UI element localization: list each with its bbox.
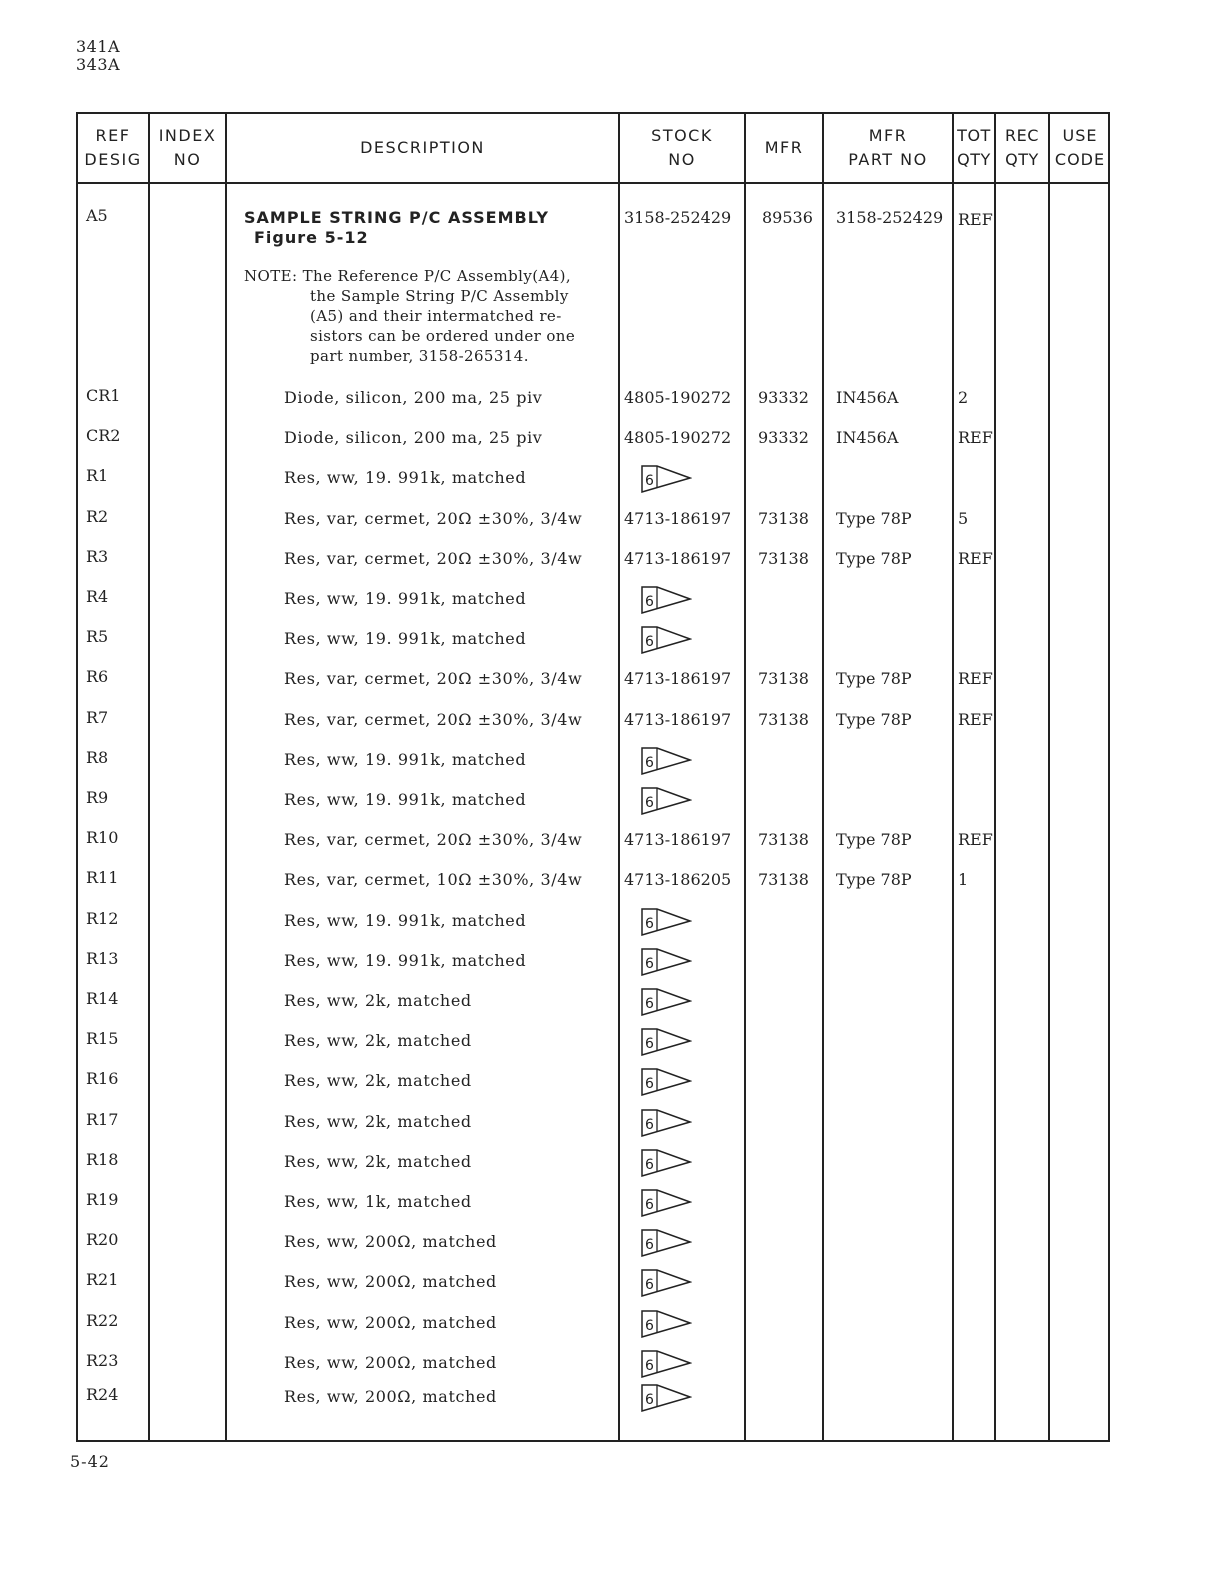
model-number-1: 341A [76, 37, 121, 56]
row-mfr: 73138 [758, 870, 809, 890]
assembly-mfr-part-no: 3158-252429 [836, 208, 944, 227]
row-mfr: 73138 [758, 830, 809, 850]
note-flag-number: 6 [645, 955, 654, 972]
row-ref-desig: R24 [86, 1385, 119, 1404]
column-header-line: DESCRIPTION [360, 138, 485, 157]
note-flag-icon [640, 1108, 692, 1142]
column-header-rec-qty [996, 114, 1048, 182]
row-mfr: 93332 [758, 428, 809, 448]
row-description: Res, var, cermet, 20Ω ±30%, 3/4w [284, 709, 583, 729]
row-mfr-part-no: Type 78P [836, 830, 912, 850]
note-line: NOTE: The Reference P/C Assembly(A4), [244, 267, 572, 285]
row-stock-no: 4713-186197 [624, 709, 732, 729]
row-ref-desig: CR2 [86, 426, 121, 446]
note-flag-number: 6 [645, 634, 654, 651]
row-stock-no: 4713-186197 [624, 508, 732, 528]
row-ref-desig: R12 [86, 908, 119, 928]
note-flag-icon [640, 625, 692, 659]
column-header-line: INDEX [158, 126, 217, 145]
note-flag-icon [640, 947, 692, 981]
row-description: Res, ww, 2k, matched [284, 1151, 472, 1171]
row-description: Res, ww, 19. 991k, matched [284, 629, 527, 649]
column-divider [822, 114, 824, 1440]
row-description: Res, ww, 2k, matched [284, 991, 472, 1010]
column-header-line: MFR [764, 138, 804, 157]
note-flag-icon [640, 1067, 692, 1101]
row-description: Res, ww, 2k, matched [284, 1031, 472, 1051]
row-ref-desig: R4 [86, 587, 109, 606]
row-stock-no: 4805-190272 [624, 388, 732, 407]
model-number-2: 343A [76, 55, 121, 74]
row-ref-desig: R19 [86, 1190, 119, 1209]
column-header-line: REC [1005, 126, 1039, 145]
note-flag-number: 6 [645, 1076, 654, 1093]
row-ref-desig: R16 [86, 1069, 119, 1089]
column-divider [952, 114, 954, 1440]
row-ref-desig: R11 [86, 868, 119, 888]
column-divider [744, 114, 746, 1440]
column-divider [994, 114, 996, 1440]
row-mfr-part-no: IN456A [836, 428, 899, 448]
row-mfr: 73138 [758, 548, 809, 568]
note-flag-number: 6 [645, 754, 654, 771]
row-description: Res, ww, 200Ω, matched [284, 1232, 497, 1252]
page-number: 5-42 [70, 1452, 110, 1471]
row-ref-desig: CR1 [86, 386, 121, 405]
row-ref-desig: R14 [86, 989, 119, 1008]
row-mfr-part-no: IN456A [836, 388, 899, 407]
note-flag-icon [640, 907, 692, 941]
column-header-line: USE [1062, 126, 1098, 145]
row-description: Res, ww, 19. 991k, matched [284, 468, 527, 488]
row-ref-desig: R5 [86, 627, 109, 647]
note-flag-icon [640, 987, 692, 1021]
assembly-ref-desig: A5 [86, 206, 108, 225]
column-header-mfr [746, 114, 822, 182]
row-description: Res, ww, 200Ω, matched [284, 1272, 497, 1292]
note-flag-number: 6 [645, 996, 654, 1012]
row-tot-qty: REF [958, 830, 993, 850]
column-header-line: DESIG [84, 150, 142, 169]
column-header-line: QTY [957, 150, 991, 169]
assembly-figure-ref: Figure 5-12 [254, 228, 369, 247]
row-description: Res, var, cermet, 20Ω ±30%, 3/4w [284, 548, 583, 568]
note-flag-number: 6 [645, 1036, 654, 1053]
row-description: Res, ww, 19. 991k, matched [284, 950, 527, 970]
row-description: Res, ww, 200Ω, matched [284, 1312, 497, 1332]
column-header-line: STOCK [651, 126, 713, 145]
row-mfr-part-no: Type 78P [836, 870, 912, 890]
note-line: part number, 3158-265314. [310, 347, 529, 365]
note-flag-icon [640, 585, 692, 619]
column-divider [1048, 114, 1050, 1440]
row-ref-desig: R13 [86, 948, 119, 968]
note-flag-number: 6 [645, 473, 654, 490]
note-flag-number: 6 [645, 1277, 654, 1294]
row-description: Res, ww, 200Ω, matched [284, 1352, 497, 1372]
row-description: Res, var, cermet, 20Ω ±30%, 3/4w [284, 669, 583, 689]
row-ref-desig: R7 [86, 707, 109, 727]
note-line: (A5) and their intermatched re- [310, 307, 562, 325]
row-ref-desig: R15 [86, 1029, 119, 1049]
row-stock-no: 4713-186197 [624, 830, 732, 850]
row-ref-desig: R9 [86, 788, 109, 807]
row-mfr-part-no: Type 78P [836, 709, 912, 729]
column-header-mfr-part-no [824, 114, 952, 182]
row-tot-qty: 1 [958, 870, 969, 890]
row-description: Res, ww, 1k, matched [284, 1192, 472, 1211]
column-header-use-code [1050, 114, 1110, 182]
note-line: the Sample String P/C Assembly [310, 287, 569, 305]
row-tot-qty: REF [958, 709, 993, 729]
assembly-tot-qty: REF [958, 210, 993, 229]
row-description: Res, ww, 19. 991k, matched [284, 749, 527, 769]
note-flag-number: 6 [645, 1197, 654, 1213]
column-header-ref-desig [78, 114, 148, 182]
note-flag-number: 6 [645, 594, 654, 610]
row-description: Res, ww, 19. 991k, matched [284, 589, 527, 608]
note-flag-icon [640, 1383, 692, 1417]
row-ref-desig: R2 [86, 506, 109, 526]
row-mfr: 73138 [758, 669, 809, 689]
note-flag-number: 6 [645, 1357, 654, 1374]
note-flag-icon [640, 1027, 692, 1061]
row-ref-desig: R20 [86, 1230, 119, 1250]
note-flag-icon [640, 1309, 692, 1343]
column-header-line: NO [173, 150, 202, 169]
row-description: Res, ww, 2k, matched [284, 1071, 472, 1091]
row-ref-desig: R17 [86, 1109, 119, 1129]
note-flag-number: 6 [645, 1392, 654, 1408]
row-description: Diode, silicon, 200 ma, 25 piv [284, 428, 543, 448]
note-flag-icon [640, 1188, 692, 1222]
row-mfr: 93332 [758, 388, 809, 407]
note-flag-number: 6 [645, 1317, 654, 1334]
assembly-title: SAMPLE STRING P/C ASSEMBLY [244, 208, 549, 227]
column-header-line: QTY [1005, 150, 1039, 169]
row-ref-desig: R22 [86, 1310, 119, 1330]
note-flag-icon [640, 1148, 692, 1182]
row-ref-desig: R23 [86, 1350, 119, 1370]
column-header-line: CODE [1054, 150, 1106, 169]
column-header-stock-no [620, 114, 744, 182]
note-flag-icon [640, 464, 692, 498]
parts-list-table [76, 112, 1110, 1442]
column-header-line: PART NO [848, 150, 928, 169]
row-description: Res, var, cermet, 20Ω ±30%, 3/4w [284, 830, 583, 850]
row-ref-desig: R6 [86, 667, 109, 687]
row-mfr-part-no: Type 78P [836, 669, 912, 689]
row-ref-desig: R3 [86, 546, 109, 566]
note-flag-icon [640, 786, 692, 820]
note-flag-number: 6 [645, 1116, 654, 1133]
column-header-tot-qty [954, 114, 994, 182]
note-flag-icon [640, 1349, 692, 1383]
assembly-stock-no: 3158-252429 [624, 208, 732, 227]
column-header-line: MFR [868, 126, 908, 145]
assembly-note [244, 266, 575, 366]
row-description: Res, ww, 2k, matched [284, 1111, 472, 1131]
row-description: Res, ww, 19. 991k, matched [284, 910, 527, 930]
model-numbers [76, 38, 120, 74]
row-ref-desig: R1 [86, 466, 109, 486]
row-stock-no: 4713-186197 [624, 669, 732, 689]
column-header-index-no [150, 114, 225, 182]
row-tot-qty: REF [958, 548, 993, 568]
note-flag-icon [640, 1228, 692, 1262]
note-flag-number: 6 [645, 915, 654, 932]
row-description: Res, var, cermet, 10Ω ±30%, 3/4w [284, 870, 583, 890]
row-mfr-part-no: Type 78P [836, 508, 912, 528]
row-description: Res, ww, 19. 991k, matched [284, 790, 527, 809]
row-stock-no: 4713-186197 [624, 548, 732, 568]
assembly-mfr: 89536 [762, 208, 813, 227]
row-tot-qty: 5 [958, 508, 969, 528]
note-flag-icon [640, 746, 692, 780]
column-divider [148, 114, 150, 1440]
row-tot-qty: REF [958, 428, 993, 448]
header-rule [78, 182, 1108, 184]
column-header-line: REF [95, 126, 131, 145]
column-header-line: NO [668, 150, 696, 169]
row-ref-desig: R10 [86, 828, 119, 848]
row-tot-qty: REF [958, 669, 993, 689]
column-divider [618, 114, 620, 1440]
column-divider [225, 114, 227, 1440]
row-ref-desig: R18 [86, 1149, 119, 1169]
row-tot-qty: 2 [958, 388, 969, 407]
row-mfr: 73138 [758, 508, 809, 528]
row-stock-no: 4713-186205 [624, 870, 732, 890]
row-ref-desig: R21 [86, 1270, 119, 1290]
row-mfr: 73138 [758, 709, 809, 729]
row-mfr-part-no: Type 78P [836, 548, 912, 568]
column-header-description [227, 114, 618, 182]
note-flag-number: 6 [645, 1156, 654, 1173]
note-line: sistors can be ordered under one [310, 327, 576, 345]
note-flag-number: 6 [645, 795, 654, 811]
note-flag-number: 6 [645, 1237, 654, 1254]
row-ref-desig: R8 [86, 747, 109, 767]
row-description: Diode, silicon, 200 ma, 25 piv [284, 388, 543, 407]
row-description: Res, ww, 200Ω, matched [284, 1387, 497, 1406]
row-description: Res, var, cermet, 20Ω ±30%, 3/4w [284, 508, 583, 528]
note-flag-icon [640, 1268, 692, 1302]
row-stock-no: 4805-190272 [624, 428, 732, 448]
column-header-line: TOT [957, 126, 991, 145]
